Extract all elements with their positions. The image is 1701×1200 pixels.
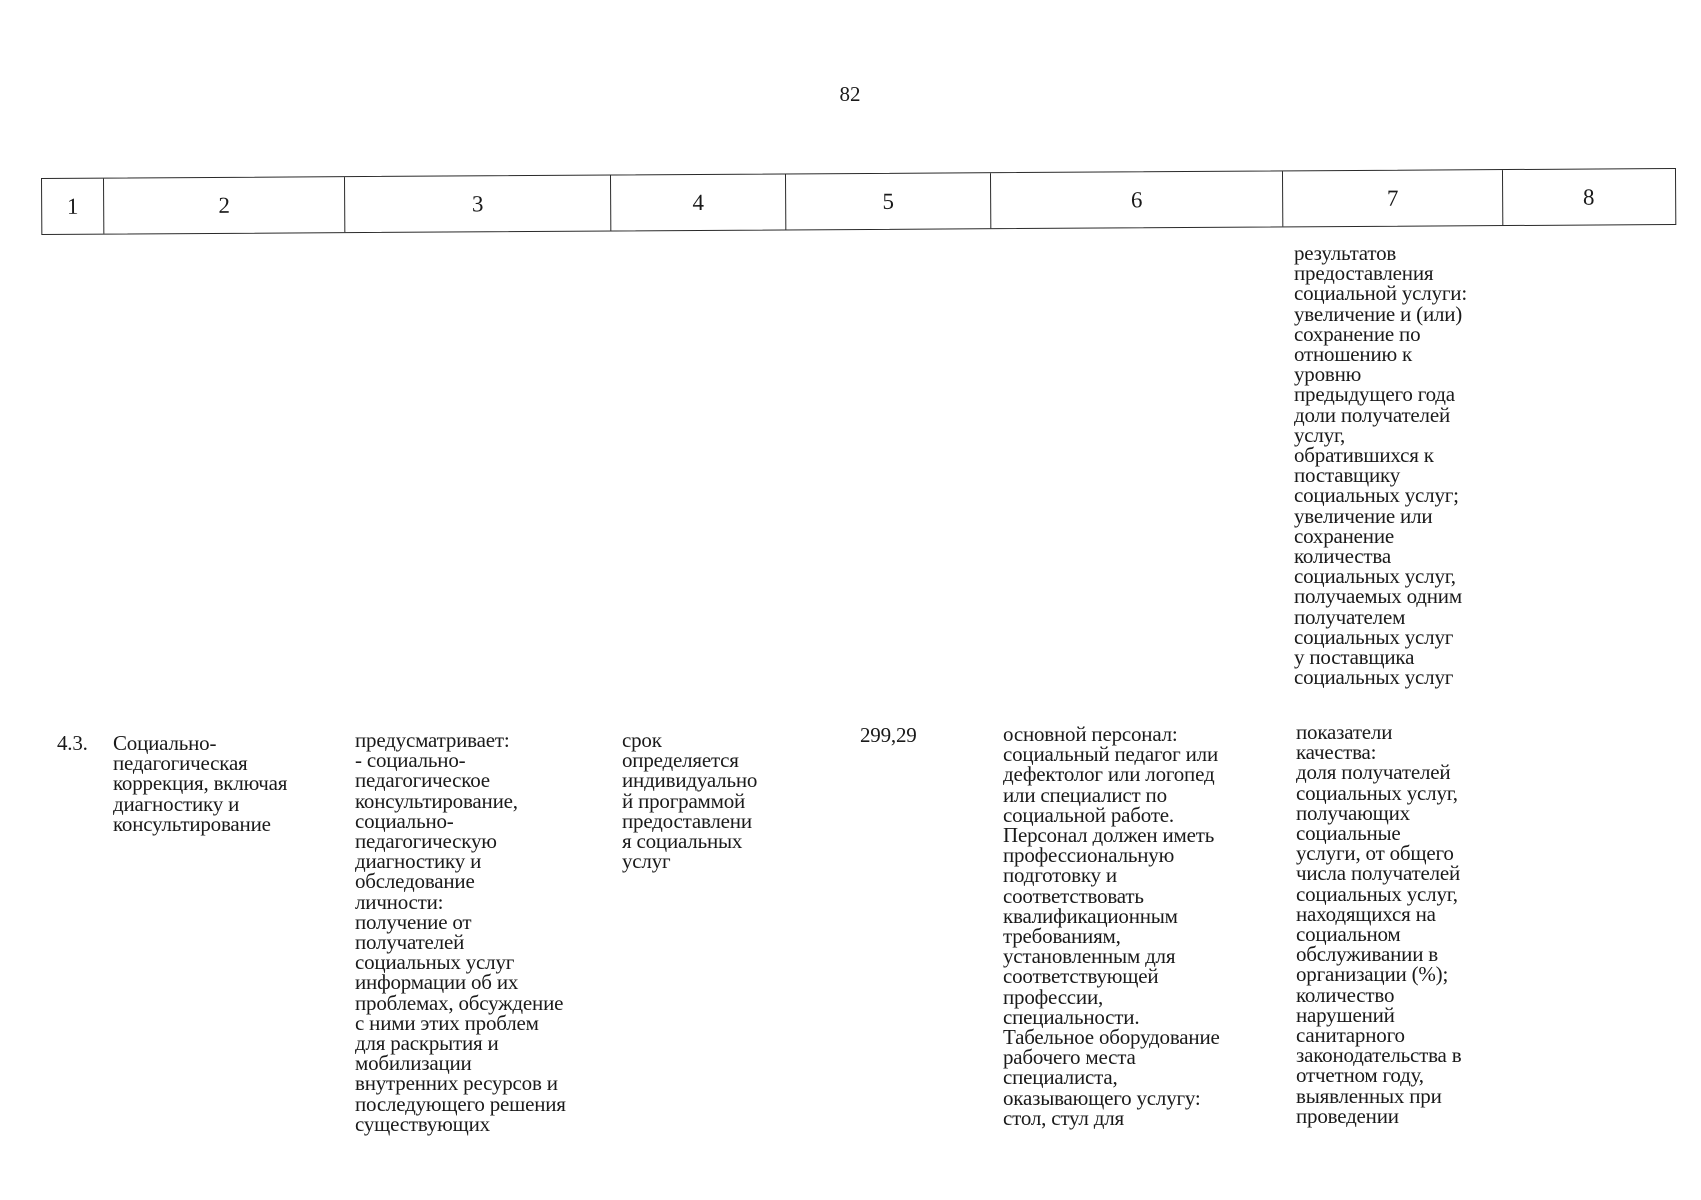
header-col-6: 6 [991, 171, 1283, 228]
service-tariff: 299,29 [860, 723, 917, 747]
service-term: срок определяется индивидуально й программой предоставлени я социальных услуг [622, 728, 758, 874]
service-name: Социально- педагогическая коррекция, включая диагностику и консультирование [113, 731, 288, 836]
header-col-8: 8 [1582, 184, 1595, 210]
service-personnel-conditions: основной персонал: социальный педагог или дефектолог или логопед или специалист по социальной работе. Персонал должен иметь профессиональную подготовку и соответствовать квалификационным требованиям, установленным для соответствующей профессии, специальности. Табельное оборудование рабочего места специалиста, оказывающего услугу: стол, стул для [1003, 722, 1220, 1130]
service-quality-indicators: показатели качества: доля получателей социальных услуг, получающих социальные услуги, от общего числа получателей социальных услуг, находящихся на социальном обслуживании в организации (%); количество нарушений санитарного законодательства в отчетном году, выявленных при проведении [1296, 720, 1462, 1128]
column-number-header [41, 168, 1676, 235]
header-col-2: 2 [104, 177, 345, 233]
page-number: 82 [839, 82, 861, 106]
header-col-1: 1 [42, 179, 104, 234]
service-description: предусматривает: - социально- педагогическое консультирование, социально- педагогическую диагностику и обследование личности: получение от получателей социальных услуг информации об их проблемах, обсуждение с ними этих проблем для раскрытия и мобилизации внутренних ресурсов и последующего решения существующих [355, 728, 566, 1136]
header-col-5: 5 [786, 173, 991, 229]
header-col-4: 4 [611, 174, 786, 230]
header-col-7: 7 [1283, 170, 1503, 226]
header-col-3: 3 [345, 176, 611, 233]
continuation-col-7-text: результатов предоставления социальной услуги: увеличение и (или) сохранение по отношению к уровню предыдущего года доли получателей услуг, обратившихся к поставщику социальных услуг; увеличение или сохранение количества социальных услуг, получаемых одним получателем социальных услуг у поставщика социальных услуг [1294, 241, 1467, 690]
row-number: 4.3. [57, 731, 88, 755]
